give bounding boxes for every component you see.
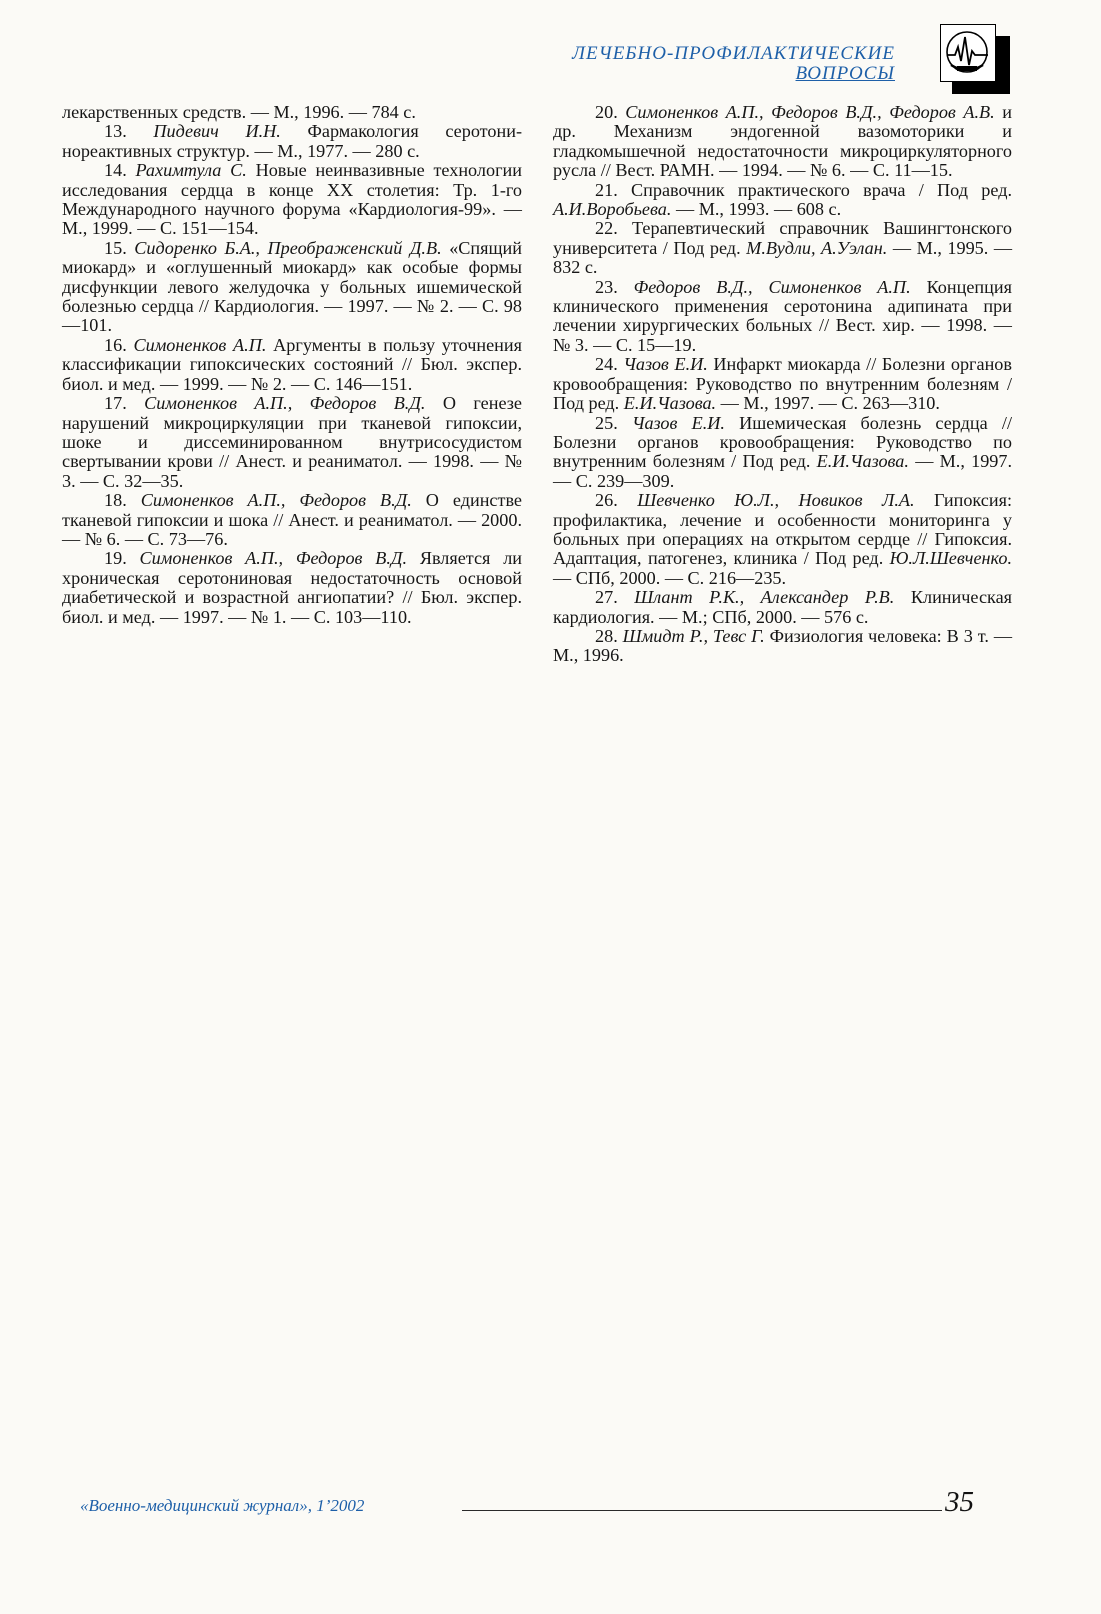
heart-monitor-logo-icon [940, 24, 996, 82]
page-footer [80, 1488, 1006, 1520]
reference-item: 19. Симоненков А.П., Федоров В.Д. Является ли хроническая серотониновая недостаточность основой диабетической и возрастной ангиопатии? // Бюл. экспер. биол. и мед. — 1997. — № 1. — С. 103—110. [62, 548, 523, 627]
journal-title: «Военно-медицинский журнал», 1’2002 [80, 1496, 365, 1515]
reference-item: 17. Симоненков А.П., Федоров В.Д. О генезе нарушений микроциркуляции при тканевой гипоксии, шоке и диссеминированном внутрисосудистом свертывании крови // Анест. и реаниматол. — 1998. — № 3. — С. 32—35. [62, 393, 523, 491]
section-header-line2: ВОПРОСЫ [795, 63, 895, 84]
reference-item: 28. Шмидт Р., Тевс Г. Физиология человека: В 3 т. — М., 1996. [553, 625, 1013, 666]
reference-item: лекарственных средств. — М., 1996. — 784 с. [62, 102, 416, 122]
reference-item: 15. Сидоренко Б.А., Преображенский Д.В. «Спящий миокард» и «оглушенный миокард» как особые формы дисфункции левого желудочка у больных ишемической болезнью сердца // Кардиология. — 1997. — № 2. — С. 98—101. [62, 237, 522, 336]
reference-item: 25. Чазов Е.И. Ишемическая болезнь сердца // Болезни органов кровообращения: Руководство по внутренним болезням / Под ред. Е.И.Чазова. — М., 1997. — С. 239—309. [553, 412, 1013, 491]
references-left-column [62, 103, 522, 627]
footer-rule [462, 1510, 942, 1511]
reference-item: 23. Федоров В.Д., Симоненков А.П. Концепция клинического применения серотонина адипината при лечении хирургических больных // Вест. хир. — 1998. — № 3. — С. 15—19. [553, 276, 1012, 355]
reference-item: 26. Шевченко Ю.Л., Новиков Л.А. Гипоксия: профилактика, лечение и особенности мониторинга у больных при операциях на открытом сердце // Гипоксия. Адаптация, патогенез, клиника / Под ред. Ю.Л.Шевченко. — СПб, 2000. — С. 216—235. [553, 490, 1013, 588]
reference-item: 14. Рахимтула С. Новые неинвазивные технологии исследования сердца в конце XX столетия: Тр. 1-го Международного научного форума «Кардиология-99». — М., 1999. — С. 151—154. [62, 160, 523, 239]
reference-item: 22. Терапевтический справочник Вашингтонского университета / Под ред. М.Вудли, А.Уэлан. — М., 1995. — 832 с. [553, 218, 1013, 278]
reference-item: 16. Симоненков А.П. Аргументы в пользу уточнения классификации гипоксических состояний // Бюл. экспер. биол. и мед. — 1999. — № 2. — С. 146—151. [62, 334, 522, 394]
page-number: 35 [945, 1486, 974, 1518]
reference-item: 13. Пидевич И.Н. Фармакология серотони-нореактивных структур. — М., 1977. — 280 с. [62, 121, 523, 161]
references-right-column [553, 103, 1012, 666]
reference-item: 18. Симоненков А.П., Федоров В.Д. О единстве тканевой гипоксии и шока // Анест. и реаниматол. — 2000. — № 6. — С. 73—76. [62, 490, 523, 549]
reference-item: 27. Шлант Р.К., Александер Р.В. Клиническая кардиология. — М.; СПб, 2000. — 576 с. [553, 587, 1013, 627]
reference-item: 24. Чазов Е.И. Инфаркт миокарда // Болезни органов кровообращения: Руководство по внутренним болезням / Под ред. Е.И.Чазова. — М., 1997. — С. 263—310. [553, 354, 1012, 414]
section-header-line1: ЛЕЧЕБНО-ПРОФИЛАКТИЧЕСКИЕ [572, 43, 895, 64]
reference-item: 21. Справочник практического врача / Под ред. А.И.Воробьева. — М., 1993. — 608 с. [553, 179, 1012, 220]
reference-item: 20. Симоненков А.П., Федоров В.Д., Федоров А.В. и др. Механизм эндогенной вазомоторики и гладкомышечной недостаточности микроциркуляторного русла // Вест. РАМН. — 1994. — № 6. — С. 11—15. [553, 102, 1012, 181]
section-header [572, 44, 895, 84]
